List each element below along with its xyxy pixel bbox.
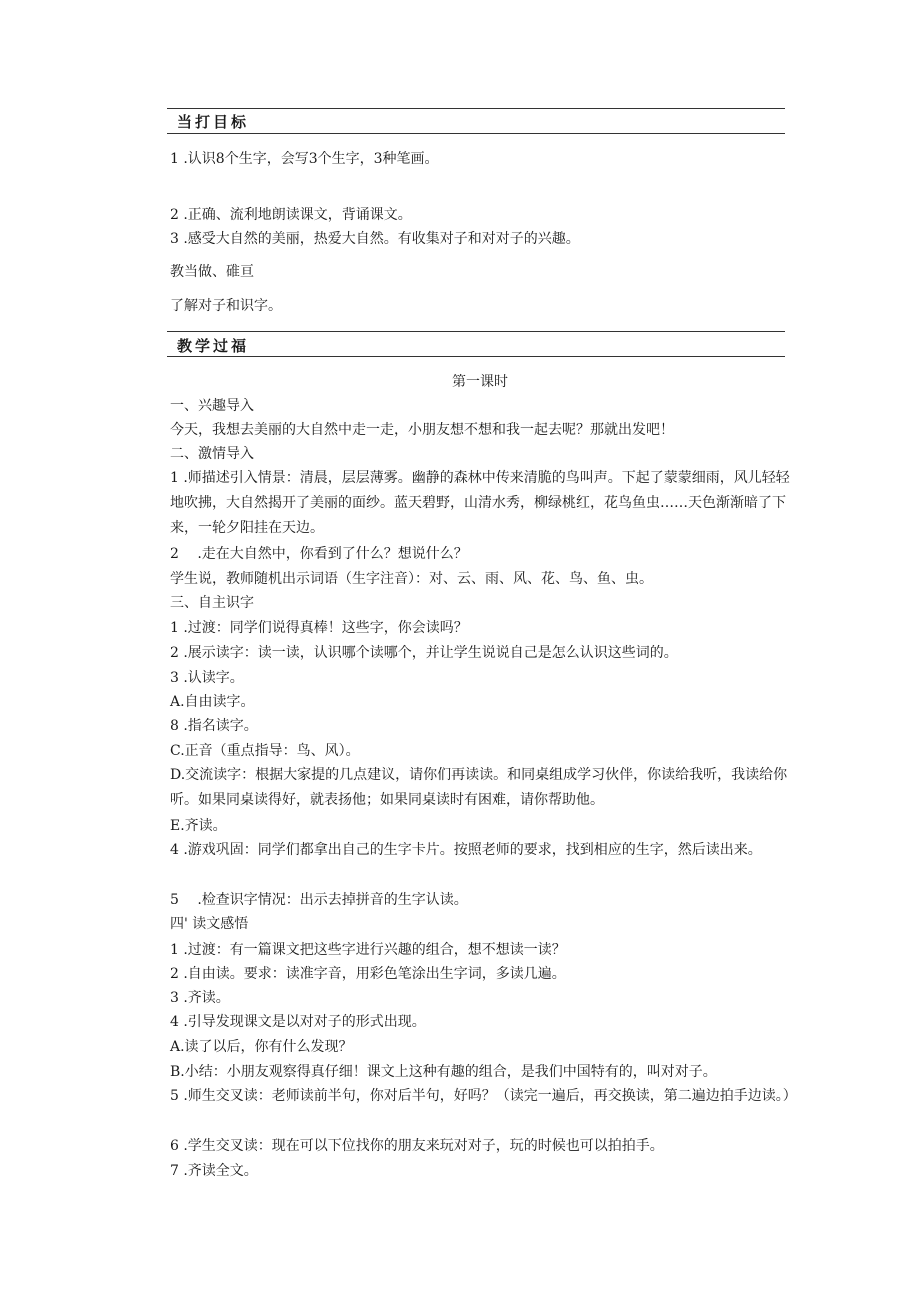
goal-item-3: 3 .感受大自然的美丽，热爱大自然。有收集对子和对对子的兴趣。 (170, 231, 580, 247)
paragraph: 今天，我想去美丽的大自然中走一走，小朋友想不想和我一起去呢？那就出发吧！ (170, 422, 674, 438)
paragraph: 8 .指名读字。 (170, 718, 258, 734)
paragraph: C.正音（重点指导：鸟、风）。 (170, 743, 360, 759)
goal-item-1: 1 .认识8个生字，会写3个生字，3种笔画。 (170, 151, 439, 167)
paragraph: 5 .检查识字情况：出示去掉拼音的生字认读。 (170, 892, 468, 908)
paragraph: 1 .过渡：有一篇课文把这些字进行兴趣的组合，想不想读一读？ (170, 942, 566, 958)
goal-item-2: 2 .正确、流利地朗读课文，背诵课文。 (170, 207, 412, 223)
top-rule (167, 108, 785, 109)
paragraph: A.读了以后，你有什么发现？ (170, 1039, 353, 1055)
section-heading: 三、自主识字 (170, 595, 254, 611)
process-title-rule (167, 356, 785, 357)
paragraph: 7 .齐读全文。 (170, 1163, 258, 1179)
process-title: 教学过福 (177, 337, 250, 355)
goals-title-rule (167, 133, 785, 134)
paragraph: A.自由读字。 (170, 694, 255, 710)
paragraph: 4 .游戏巩固：同学们都拿出自己的生字卡片。按照老师的要求，找到相应的生字，然后读出来。 (170, 842, 762, 858)
paragraph: 1 .过渡：同学们说得真棒！这些字，你会读吗？ (170, 620, 468, 636)
paragraph: 2 .展示读字：读一读，认识哪个读哪个，并让学生说说自己是怎么认识这些词的。 (170, 645, 678, 661)
paragraph: 3 .认读字。 (170, 670, 244, 686)
paragraph: 学生说，教师随机出示词语（生字注音）：对、云、雨、风、花、鸟、鱼、虫。 (170, 571, 653, 587)
paragraph: 5 .师生交叉读：老师读前半句，你对后半句，好吗？（读完一遍后，再交换读，第二遍边拍手边读。） (170, 1088, 797, 1104)
paragraph: 3 .齐读。 (170, 990, 230, 1006)
goals-title: 当打目标 (177, 113, 250, 131)
paragraph: 4 .引导发现课文是以对对子的形式出现。 (170, 1014, 426, 1030)
process-top-rule (167, 331, 785, 332)
paragraph: 6 .学生交叉读：现在可以下位找你的朋友来玩对对子，玩的时候也可以拍拍手。 (170, 1138, 664, 1154)
lesson-title: 第一课时 (452, 374, 508, 390)
paragraph: B.小结：小朋友观察得真仔细！课文上这种有趣的组合，是我们中国特有的，叫对对子。 (170, 1064, 717, 1080)
paragraph: 2 .走在大自然中，你看到了什么？想说什么？ (170, 546, 468, 562)
section-heading: 四' 读文感悟 (170, 916, 249, 932)
key-points-text: 了解对子和识字。 (170, 298, 282, 314)
paragraph: 2 .自由读。要求：读准字音，用彩色笔涂出生字词，多读几遍。 (170, 966, 566, 982)
section-heading: 一、兴趣导入 (170, 398, 254, 414)
paragraph: 1 .师描述引入情景：清晨，层层薄雾。幽静的森林中传来清脆的鸟叫声。下起了蒙蒙细雨，风儿轻轻地吹拂，大自然揭开了美丽的面纱。蓝天碧野，山清水秀，柳绿桃红，花鸟鱼虫……天色渐渐暗了下来，一轮夕阳挂在天边。 (170, 470, 790, 536)
paragraph: E.齐读。 (170, 818, 227, 834)
paragraph: D.交流读字：根据大家提的几点建议，请你们再读读。和同桌组成学习伙伴，你读给我听，我读给你听。如果同桌读得好，就表扬他；如果同桌读时有困难，请你帮助他。 (170, 767, 788, 808)
key-points-title: 教当做、碓亘 (170, 264, 254, 280)
section-heading: 二、激情导入 (170, 446, 254, 462)
